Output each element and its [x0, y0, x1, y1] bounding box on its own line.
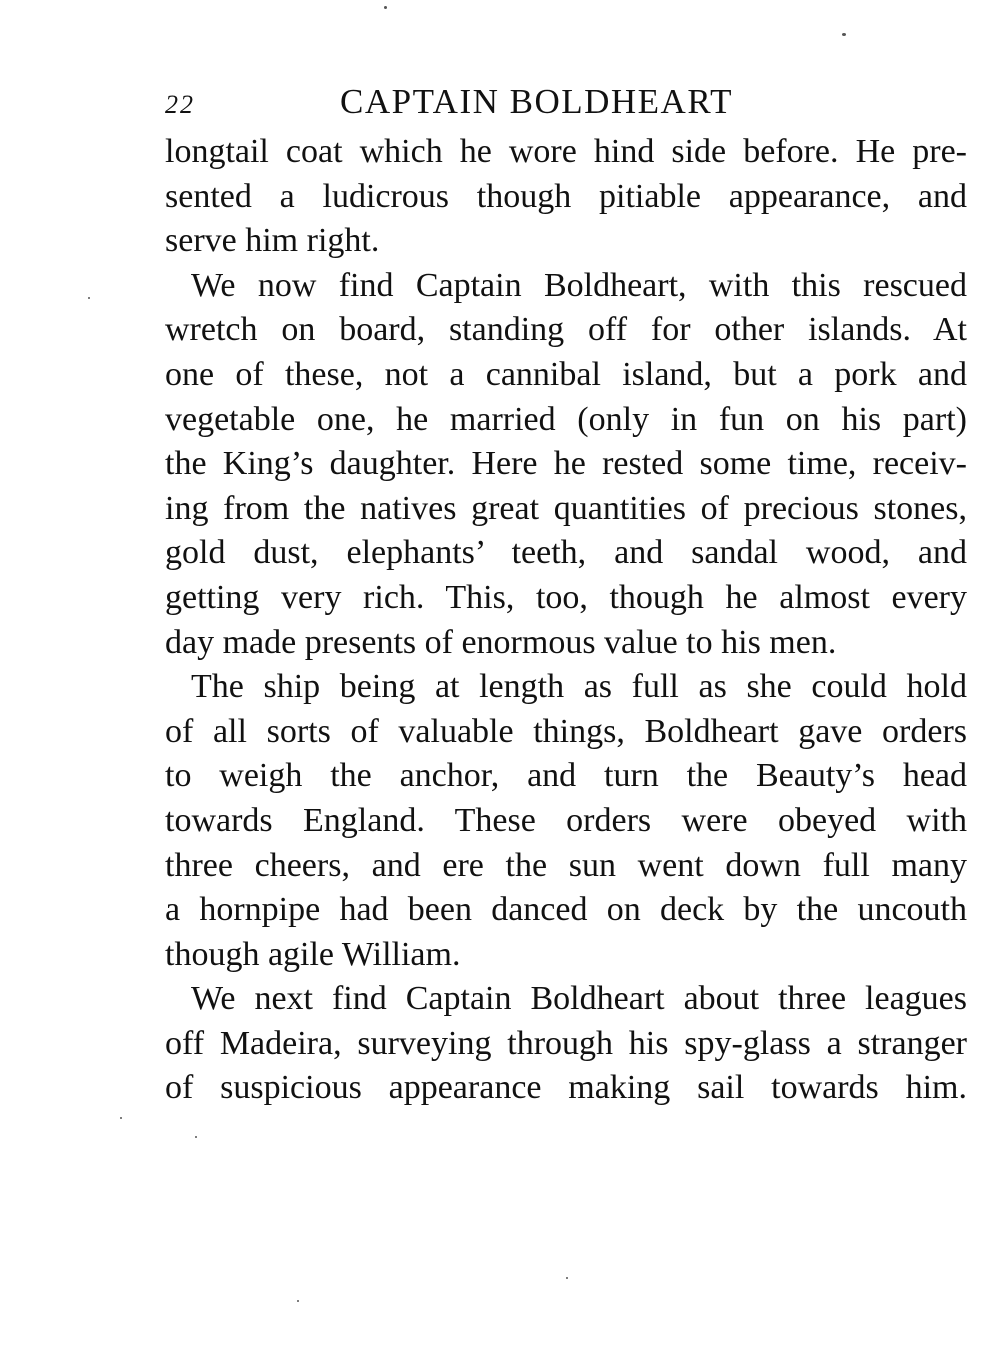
text-line: longtail coat which he wore hind side before. He pre-	[165, 133, 967, 170]
text-line: one of these, not a cannibal island, but a pork and	[165, 355, 967, 393]
text-line: We now find Captain Boldheart, with this rescued	[191, 266, 967, 304]
text-line: to weigh the anchor, and turn the Beauty’s head	[165, 757, 967, 795]
text-line: the King’s daughter. Here he rested some time, receiv-	[165, 445, 967, 483]
running-title: CAPTAIN BOLDHEART	[340, 82, 733, 121]
body-text	[165, 130, 967, 1111]
scan-speck	[566, 1277, 568, 1279]
text-line: towards England. These orders were obeyed with	[165, 801, 967, 839]
scan-speck	[88, 297, 90, 299]
text-line: a hornpipe had been danced on deck by the uncouth	[165, 891, 967, 929]
scan-speck	[842, 33, 846, 36]
text-line: getting very rich. This, too, though he almost every	[165, 578, 967, 616]
running-head	[165, 82, 970, 130]
paragraph	[165, 264, 967, 665]
text-line: of all sorts of valuable things, Boldheart gave orders	[165, 712, 967, 750]
paragraph	[165, 977, 967, 1111]
page-number: 22	[165, 90, 195, 119]
text-line: serve him right.	[165, 222, 380, 260]
text-line: vegetable one, he married (only in fun on his part)	[165, 400, 967, 438]
scan-speck	[384, 6, 387, 9]
paragraph	[165, 130, 967, 264]
paragraph	[165, 665, 967, 977]
text-line: day made presents of enormous value to his men.	[165, 623, 837, 661]
text-line: wretch on board, standing off for other islands. At	[165, 311, 967, 349]
text-line: The ship being at length as full as she could hold	[191, 668, 967, 706]
scan-speck	[120, 1117, 122, 1119]
text-line: off Madeira, surveying through his spy-glass a stranger	[165, 1024, 967, 1062]
scan-speck	[195, 1136, 197, 1138]
text-line: of suspicious appearance making sail towards him.	[165, 1069, 967, 1107]
scan-speck	[297, 1300, 299, 1302]
text-line: ing from the natives great quantities of precious stones,	[165, 489, 967, 527]
text-line: We next find Captain Boldheart about three leagues	[191, 980, 967, 1018]
text-line: though agile William.	[165, 935, 461, 973]
text-line: gold dust, elephants’ teeth, and sandal wood, and	[165, 534, 967, 572]
text-line: three cheers, and ere the sun went down full many	[165, 846, 967, 884]
text-line: sented a ludicrous though pitiable appearance, and	[165, 177, 967, 215]
